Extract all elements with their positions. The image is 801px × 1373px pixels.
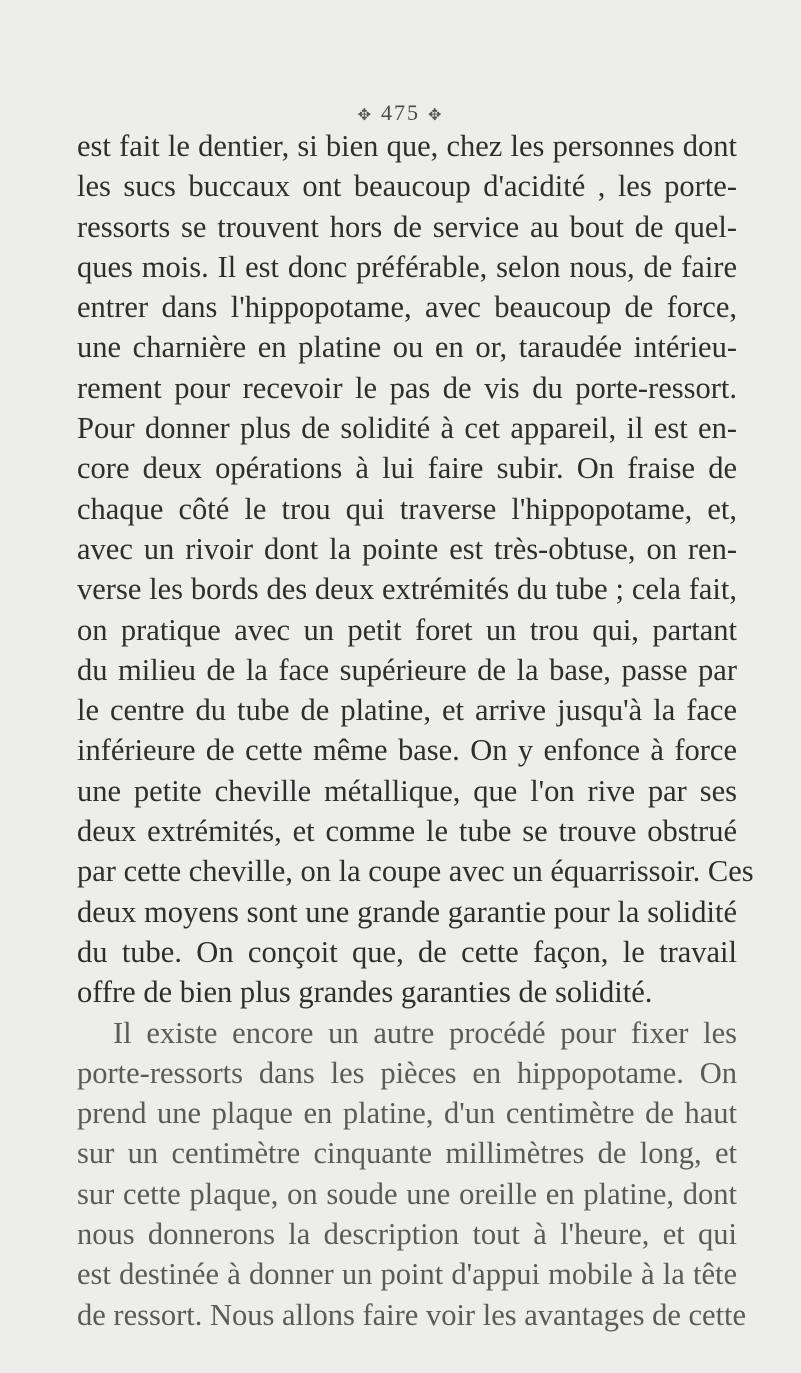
text-line: nous donnerons la description tout à l'heure, et qui [77,1217,737,1252]
text-line: est destinée à donner un point d'appui mobile à la tête [77,1257,737,1292]
text-line: sur cette plaque, on soude une oreille en platine, dont [77,1176,737,1211]
text-line: par cette cheville, on la coupe avec un équarrissoir. Ces [77,854,754,889]
ornament-left-icon: ✥ [357,107,373,124]
text-line: on pratique avec un petit foret un trou qui, partant [77,612,737,647]
text-line: Il existe encore un autre procédé pour fixer les [113,1015,737,1050]
ornament-right-icon: ✥ [428,107,444,124]
text-line: du milieu de la face supérieure de la base, passe par [77,652,737,687]
text-line: une petite cheville métallique, que l'on rive par ses [77,773,737,808]
page-header [0,100,801,126]
text-line: les sucs buccaux ont beaucoup d'acidité , les porte- [77,169,737,204]
text-line: une charnière en platine ou en or, taraudée intérieu- [77,330,737,365]
text-line: core deux opérations à lui faire subir. On fraise de [77,451,737,486]
text-line: prend une plaque en platine, d'un centimètre de haut [77,1096,737,1131]
text-line: chaque côté le trou qui traverse l'hippopotame, et, [77,491,737,526]
text-line: de ressort. Nous allons faire voir les avantages de cette [77,1297,747,1332]
body-text [77,126,754,1335]
text-line: Pour donner plus de solidité à cet appareil, il est en- [77,411,737,446]
text-line: sur un centimètre cinquante millimètres de long, et [77,1136,737,1171]
text-line: rement pour recevoir le pas de vis du porte-ressort. [77,370,737,405]
text-line: porte-ressorts dans les pièces en hippopotame. On [77,1055,737,1090]
text-line: offre de bien plus grandes garanties de solidité. [77,975,653,1010]
text-line: inférieure de cette même base. On y enfonce à force [77,733,737,768]
text-line: avec un rivoir dont la pointe est très-obtuse, on ren- [77,531,737,566]
text-line: ressorts se trouvent hors de service au bout de quel- [77,209,737,244]
text-line: entrer dans l'hippopotame, avec beaucoup de force, [77,290,737,325]
text-line: deux extrémités, et comme le tube se trouve obstrué [77,814,737,849]
text-line: du tube. On conçoit que, de cette façon, le travail [77,934,737,969]
text-line: verse les bords des deux extrémités du tube ; cela fait, [77,572,737,607]
page-number: 475 [381,100,420,125]
text-line: le centre du tube de platine, et arrive jusqu'à la face [77,693,737,728]
text-line: ques mois. Il est donc préférable, selon nous, de faire [77,249,737,284]
text-line: deux moyens sont une grande garantie pour la solidité [77,894,737,929]
text-line: est fait le dentier, si bien que, chez les personnes dont [77,129,737,163]
